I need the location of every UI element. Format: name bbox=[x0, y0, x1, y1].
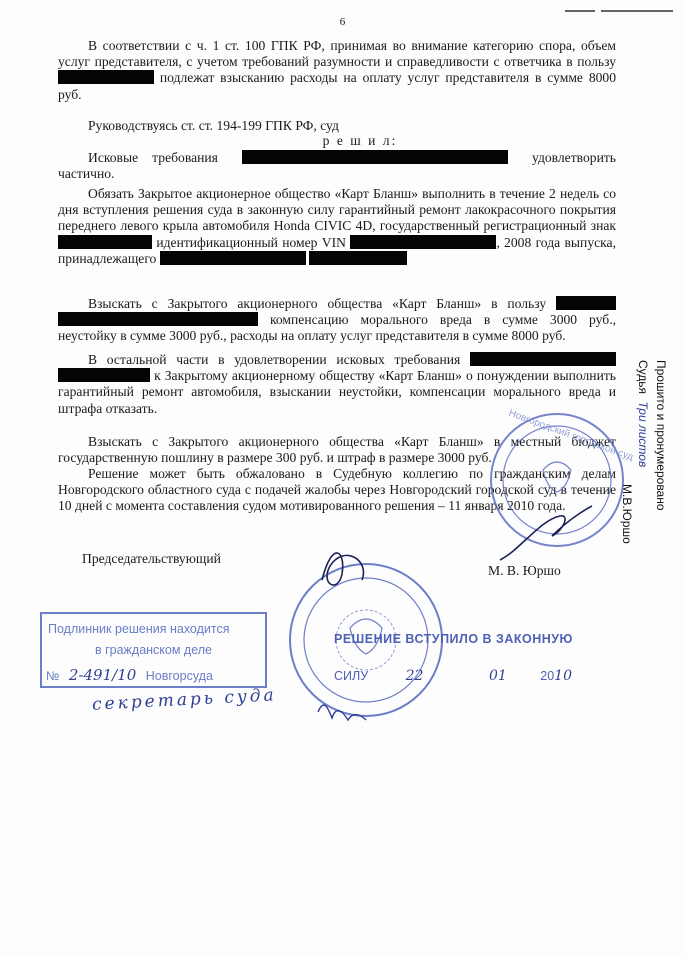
original-line2: в гражданском деле bbox=[94, 643, 213, 657]
costs-text-cont: подлежат взысканию расходы на оплату услуг представителя в сумме 8000 руб. bbox=[58, 70, 617, 102]
entered-force-date bbox=[334, 668, 572, 684]
stitched-numbered-stamp bbox=[616, 356, 672, 588]
recover-text-cont: компенсацию морального вреда в сумме 3000 руб., неустойку в сумме 3000 руб., расходы на оплату услуг представителя в сумме 8000 руб. bbox=[58, 312, 617, 344]
force-month: 01 bbox=[488, 668, 507, 684]
judge-label: Судья bbox=[636, 360, 650, 395]
claims-text-cont: удовлетворить частично. bbox=[58, 150, 616, 182]
entered-force-stamp bbox=[334, 632, 573, 694]
guided-text: Руководствуясь ст. ст. 194-199 ГПК РФ, суд bbox=[88, 118, 339, 133]
entered-force-title: РЕШЕНИЕ ВСТУПИЛО В ЗАКОННУЮ bbox=[334, 632, 573, 646]
judge-sheets-line bbox=[636, 360, 650, 584]
costs-text: В соответствии с ч. 1 ст. 100 ГПК РФ, принимая во внимание категорию спора, объем услуг представителя, с учетом требований разумности и справедливости с ответчика в пользу bbox=[58, 38, 616, 70]
obligation-vin: идентификационный номер VIN bbox=[156, 234, 346, 250]
case-number: 2-491/10 bbox=[68, 666, 137, 684]
original-line1: Подлинник решения находится bbox=[48, 622, 230, 636]
judge-name: М. В. Юршо bbox=[488, 563, 561, 578]
decided-text: р е ш и л: bbox=[322, 133, 398, 148]
appeal-text: Решение может быть обжаловано в Судебную коллегию по гражданским делам Новгородского областного суда с подачей жалобы через Новгородский городской суд в течение 10 дней с момента составления судом мотивированного решения – 11 января 2010 года. bbox=[58, 466, 616, 514]
rejected-text-cont: к Закрытому акционерному обществу «Карт Бланш» о понуждении выполнить гарантийный ремонт автомобиля, взыскании неустойки, компенсации морального вреда и штрафа отказать. bbox=[58, 368, 616, 416]
recover-text: Взыскать с Закрытого акционерного общества «Карт Бланш» в пользу bbox=[88, 296, 547, 311]
force-year-prefix: 20 bbox=[540, 669, 555, 683]
rejected-text: В остальной части в удовлетворении исковых требования bbox=[88, 352, 461, 367]
court-suffix: Новгорсуда bbox=[145, 669, 213, 683]
secretary-handwritten: секретарь суда bbox=[91, 685, 278, 715]
obligation-year: , 2008 года выпуска, принадлежащего bbox=[58, 234, 616, 266]
sheets-handwritten: Три листов bbox=[636, 401, 650, 468]
original-line3 bbox=[46, 666, 213, 684]
original-location-stamp bbox=[40, 612, 267, 688]
round-stamp-caption: Новгородский городской суд bbox=[507, 407, 635, 464]
number-sign: № bbox=[46, 669, 60, 683]
judge-signature bbox=[322, 553, 363, 585]
duty-text: Взыскать с Закрытого акционерного общества «Карт Бланш» в местный бюджет государственную пошлину в размере 300 руб. и штраф в размере 3000 руб. bbox=[58, 434, 616, 466]
force-day: 22 bbox=[405, 668, 424, 684]
page-number: 6 bbox=[339, 16, 346, 28]
presiding-judge-label: Председательствующий bbox=[82, 551, 221, 566]
stamp-signature bbox=[318, 705, 366, 720]
obligation-text: Обязать Закрытое акционерное общество «Карт Бланш» выполнить в течение 2 недель со дня вступления решения суда в законную силу гарантийный ремонт лакокрасочного покрытия переднего левого крыла автомобиля Honda CIVIC 4D, государственный регистрационный знак bbox=[58, 186, 616, 234]
stitched-label: Прошито и пронумеровано bbox=[654, 360, 668, 511]
claims-text: Исковые требования bbox=[88, 150, 218, 165]
force-prefix: СИЛУ bbox=[334, 669, 369, 683]
side-judge-name: М.В.Юршо bbox=[620, 484, 634, 544]
force-year-suffix: 10 bbox=[554, 668, 572, 684]
